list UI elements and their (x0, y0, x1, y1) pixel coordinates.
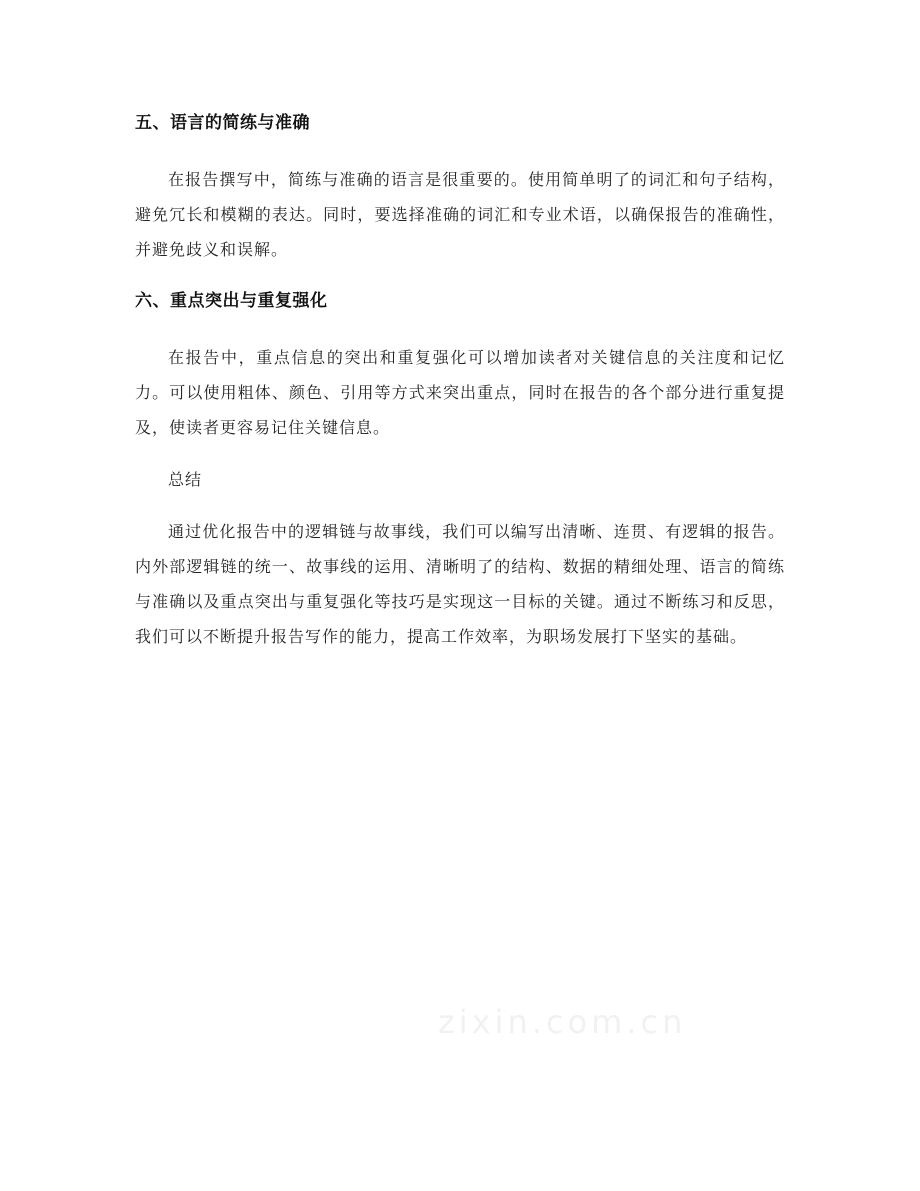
watermark-text: zixin.com.cn (438, 1003, 687, 1041)
section-paragraph-6: 在报告中，重点信息的突出和重复强化可以增加读者对关键信息的关注度和记忆力。可以使用粗体、颜色、引用等方式来突出重点，同时在报告的各个部分进行重复提及，使读者更容易记住关键信息。 (135, 348, 785, 437)
section-heading-5: 五、语言的简练与准确 (135, 113, 310, 133)
summary-paragraph: 通过优化报告中的逻辑链与故事线，我们可以编写出清晰、连贯、有逻辑的报告。内外部逻辑链的统一、故事线的运用、清晰明了的结构、数据的精细处理、语言的简练与准确以及重点突出与重复强化等技巧是实现这一目标的关键。通过不断练习和反思，我们可以不断提升报告写作的能力，提高工作效率，为职场发展打下坚实的基础。 (135, 522, 785, 646)
summary-label: 总结 (168, 470, 203, 489)
section-heading-6: 六、重点突出与重复强化 (135, 291, 328, 311)
section-paragraph-5: 在报告撰写中，简练与准确的语言是很重要的。使用简单明了的词汇和句子结构，避免冗长和模糊的表达。同时，要选择准确的词汇和专业术语，以确保报告的准确性，并避免歧义和误解。 (135, 170, 785, 259)
document-body (135, 104, 785, 654)
